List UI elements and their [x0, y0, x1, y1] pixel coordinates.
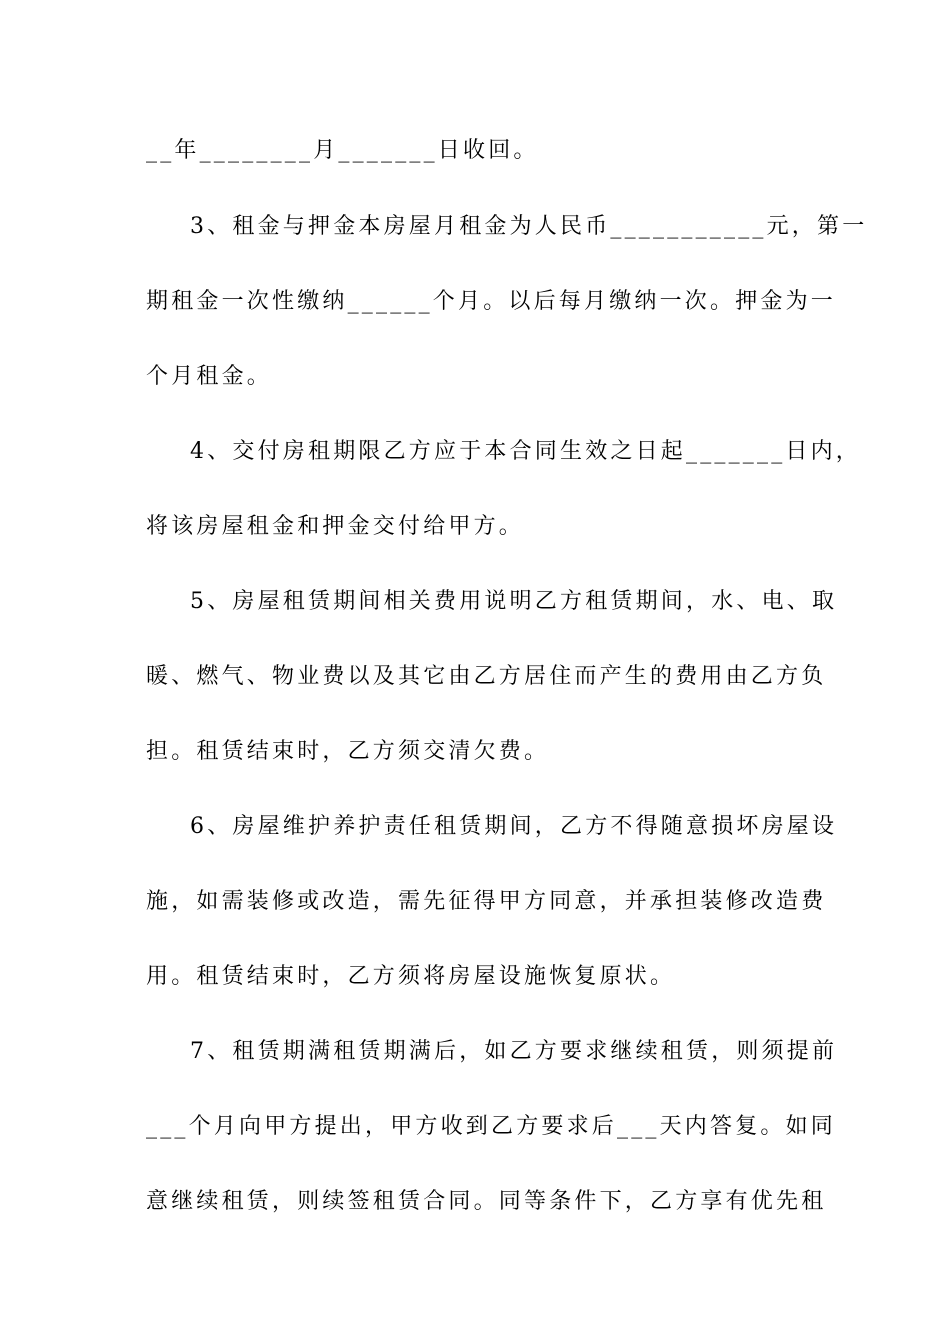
text-line-15: 意继续租赁，则续签租赁合同。同等条件下，乙方享有优先租 — [146, 1189, 827, 1214]
text-line-6: 将该房屋租金和押金交付给甲方。 — [146, 514, 525, 539]
text-line-5: 4、交付房租期限乙方应于本合同生效之日起_______日内， — [190, 439, 861, 464]
text-line-14: ___个月向甲方提出，甲方收到乙方要求后___天内答复。如同 — [146, 1114, 837, 1139]
text-line-1: __年________月_______日收回。 — [146, 138, 539, 163]
text-line-11: 施，如需装修或改造，需先征得甲方同意，并承担装修改造费 — [146, 889, 827, 914]
text-line-3: 期租金一次性缴纳______个月。以后每月缴纳一次。押金为一 — [146, 289, 837, 314]
text-line-2: 3、租金与押金本房屋月租金为人民币___________元，第一 — [190, 214, 868, 239]
text-line-12: 用。租赁结束时，乙方须将房屋设施恢复原状。 — [146, 964, 676, 989]
text-line-4: 个月租金。 — [146, 364, 273, 389]
text-line-10: 6、房屋维护养护责任租赁期间，乙方不得随意损坏房屋设 — [190, 814, 838, 839]
text-line-7: 5、房屋租赁期间相关费用说明乙方租赁期间，水、电、取 — [190, 589, 838, 614]
text-line-13: 7、租赁期满租赁期满后，如乙方要求继续租赁，则须提前 — [190, 1039, 838, 1064]
text-line-9: 担。租赁结束时，乙方须交清欠费。 — [146, 739, 550, 764]
text-line-8: 暖、燃气、物业费以及其它由乙方居住而产生的费用由乙方负 — [146, 664, 827, 689]
